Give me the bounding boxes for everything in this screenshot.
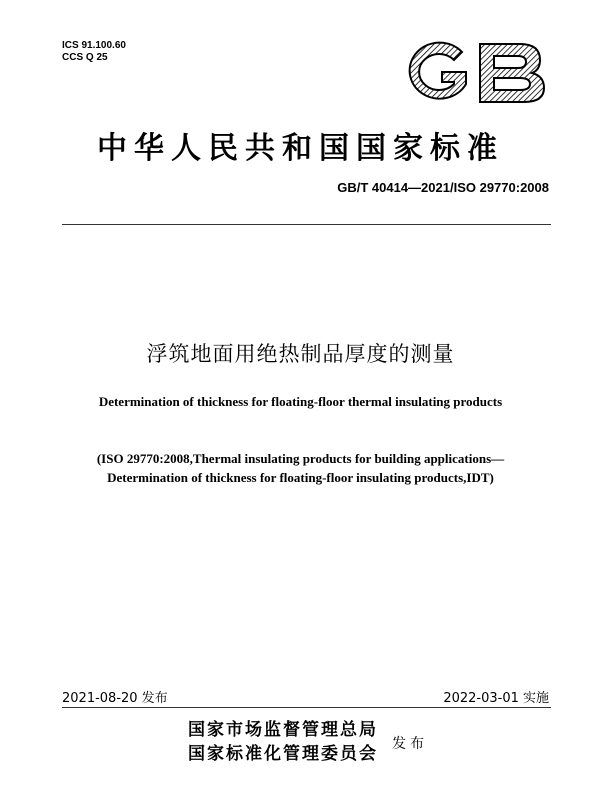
ics-code: ICS 91.100.60 (62, 40, 126, 51)
publish-label: 发布 (392, 736, 428, 752)
issuer-samr: 国家市场监督管理总局 (188, 720, 378, 740)
idt-note-line-2: Determination of thickness for floating-floor insulating products,IDT) (107, 470, 494, 485)
national-standard-title: 中华人民共和国国家标准 (97, 131, 504, 166)
idt-note-line-1: (ISO 29770:2008,Thermal insulating products for building applications— (96, 451, 505, 466)
top-divider (62, 224, 551, 225)
issuing-authorities (188, 718, 378, 766)
classification-codes (62, 40, 126, 64)
document-title-english: Determination of thickness for floating-floor thermal insulating products (98, 394, 503, 409)
issue-date: 2021-08-20 发布 (62, 691, 168, 706)
document-title-chinese: 浮筑地面用绝热制品厚度的测量 (146, 342, 455, 366)
issuer-sac: 国家标准化管理委员会 (188, 744, 378, 764)
implementation-date: 2022-03-01 实施 (443, 691, 549, 706)
standard-number: GB/T 40414—2021/ISO 29770:2008 (337, 180, 549, 195)
ccs-code: CCS Q 25 (62, 52, 108, 63)
gb-logo-icon (400, 38, 550, 108)
idt-note (0, 449, 601, 487)
bottom-divider (62, 707, 551, 708)
